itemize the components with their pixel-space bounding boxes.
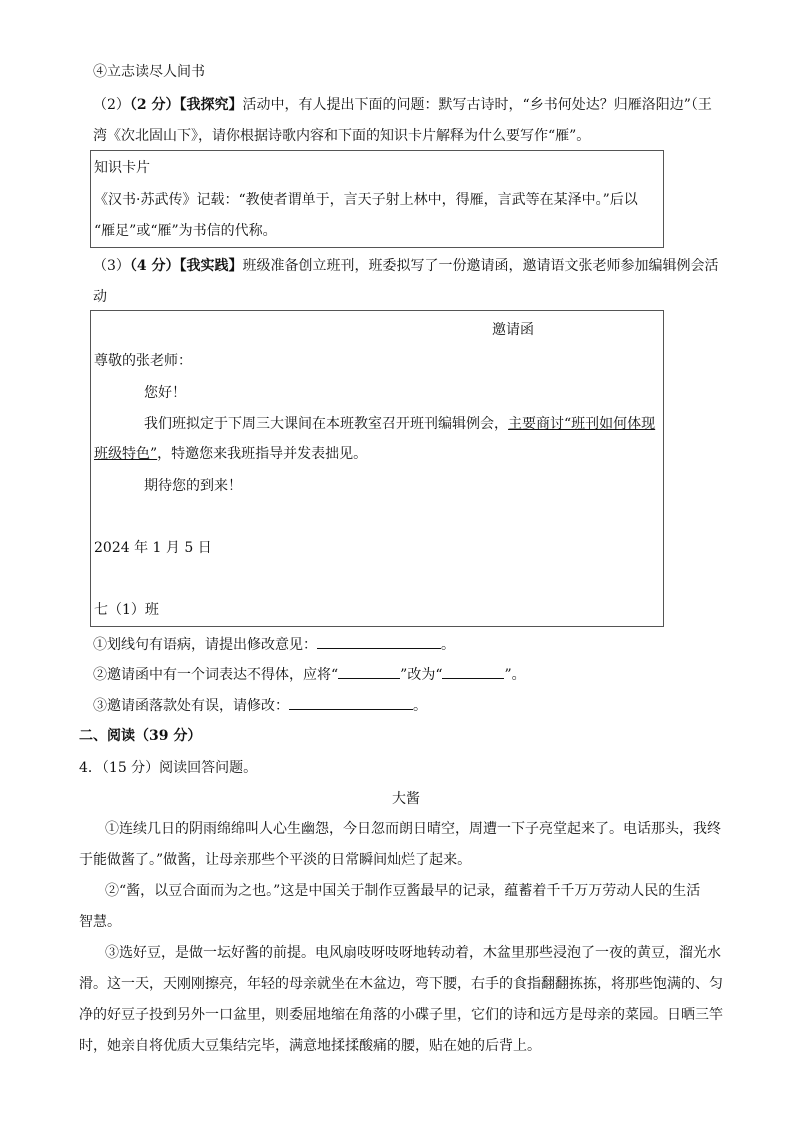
knowledge-card-line1: 《汉书·苏武传》记载：“教使者谓单于，言天子射上林中，得雁，言武等在某泽中。”后以 [94,192,638,208]
question-2-line2: 湾《次北固山下》，请你根据诗歌内容和下面的知识卡片解释为什么要写作“雁”。 [93,128,591,144]
question-2-points: （2 分） [129,97,180,113]
invitation-body-line1 [144,414,655,434]
invitation-underlined-sentence-1: 主要商讨“班刊如何体现 [508,416,656,432]
question-3-text: 班级准备创立班刊，班委拟写了一份邀请函，邀请语文张老师参加编辑例会活 [242,258,719,274]
question-2-number: （2） [93,97,130,113]
article-p2-line2: 智慧。 [79,914,121,930]
question-4-label: 4．（15 分）阅读回答问题。 [79,760,258,776]
sub-question-1-suffix: 。 [441,637,455,653]
article-p3-line2: 滑。这一天，天刚刚擦亮，年轻的母亲就坐在木盆边，弯下腰，右手的食指翻翻拣拣，将那些饱满的、匀 [79,976,723,992]
invitation-title: 邀请函 [492,322,534,338]
article-p3-line3: 净的好豆子投到另外一口盆里，则委屈地缩在角落的小碟子里，它们的诗和远方是母亲的菜园。日晒三竿 [79,1007,723,1023]
article-p3-line4: 时，她亲自将优质大豆集结完毕，满意地揉揉酸痛的腰，贴在她的后背上。 [79,1038,541,1054]
sub-question-2-text: ②邀请函中有一个词表达不得体，应将“ [93,667,339,683]
sub-question-1 [93,634,455,655]
invitation-signature: 七（1）班 [94,602,159,618]
section-heading-reading: 二、阅读（39 分） [79,728,202,744]
question-3-line2: 动 [93,289,107,305]
invitation-letter [90,310,664,627]
sub-question-3-text: ③邀请函落款处有误，请修改： [93,698,289,714]
answer-blank-1[interactable] [317,634,441,649]
answer-blank-3[interactable] [289,695,413,710]
question-3-points: （4 分） [129,258,180,274]
invitation-closing: 期待您的到来！ [144,478,242,494]
invitation-body-part2: ，特邀您来我班指导并发表拙见。 [157,446,368,462]
question-2-text: 活动中，有人提出下面的问题：默写古诗时，“乡书何处达？归雁洛阳边”（王 [242,97,712,113]
article-p2-line1: ②“酱，以豆合面而为之也。”这是中国关于制作豆酱最早的记录，蕴蓄着千千万万劳动人民的生活 [105,883,701,899]
sub-question-3-suffix: 。 [413,698,427,714]
invitation-underlined-sentence-2: 班级特色” [94,446,158,462]
invitation-greeting: 您好！ [144,385,186,401]
question-3-number: （3） [93,258,130,274]
question-3-line1 [93,256,719,276]
knowledge-card [90,150,664,248]
question-2-tag: 【我探究】 [179,97,243,113]
question-3-tag: 【我实践】 [179,258,243,274]
article-p3-line1: ③选好豆，是做一坛好酱的前提。电风扇吱呀吱呀地转动着，木盆里那些浸泡了一夜的黄豆，溜光水 [105,945,721,961]
sub-question-2-middle: ”改为“ [400,667,443,683]
invitation-body-part1: 我们班拟定于下周三大课间在本班教室召开班刊编辑例会， [144,416,508,432]
article-p1-line2: 于能做酱了。”做酱，让母亲那些个平淡的日常瞬间灿烂了起来。 [79,852,472,868]
sub-question-2-suffix: ”。 [504,667,526,683]
answer-blank-2a[interactable] [338,664,400,679]
sub-question-1-text: ①划线句有语病，请提出修改意见： [93,637,317,653]
sub-question-3 [93,695,427,716]
invitation-salutation: 尊敬的张老师： [94,353,192,369]
knowledge-card-title: 知识卡片 [94,160,150,176]
article-title: 大酱 [392,791,420,807]
knowledge-card-line2: “雁足”或“雁”为书信的代称。 [94,223,277,239]
question-2-line1 [93,95,712,115]
article-p1-line1: ①连续几日的阴雨绵绵叫人心生幽怨，今日忽而朗日晴空，周遭一下子亮堂起来了。电话那头，我终 [105,821,721,837]
option-4: ④立志读尽人间书 [93,64,205,80]
invitation-body-line2 [94,444,367,464]
invitation-date: 2024 年 1 月 5 日 [94,540,212,556]
sub-question-2 [93,664,526,685]
answer-blank-2b[interactable] [442,664,504,679]
